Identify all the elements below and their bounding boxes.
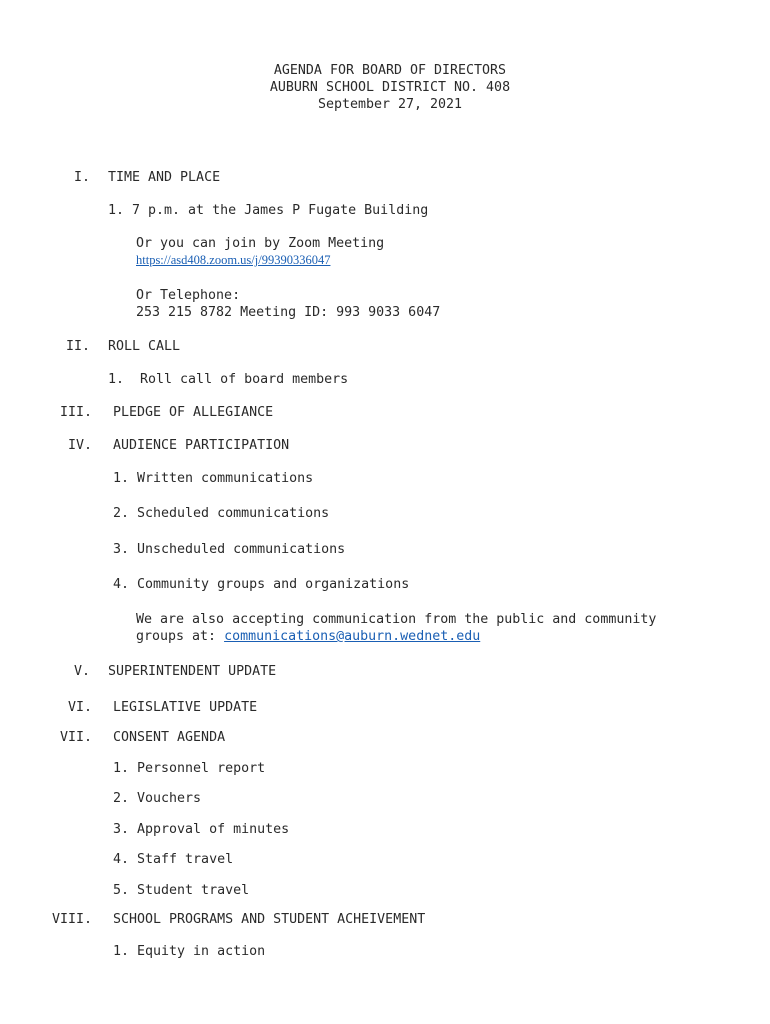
note-prefix: groups at: [136, 629, 225, 644]
list-item: 2. Vouchers [113, 791, 202, 806]
list-item: 4. Community groups and organizations [113, 577, 410, 592]
section-number-5: V. [73, 664, 90, 679]
section-title-consent-agenda: CONSENT AGENDA [113, 730, 226, 745]
zoom-meeting-link[interactable]: https://asd408.zoom.us/j/99390336047 [136, 253, 331, 267]
list-item: 2. Scheduled communications [113, 506, 330, 521]
list-item: 3. Unscheduled communications [113, 542, 346, 557]
public-communication-note: We are also accepting communication from the public and community [136, 612, 657, 627]
telephone-details: 253 215 8782 Meeting ID: 993 9033 6047 [136, 305, 441, 320]
meeting-location: 1. 7 p.m. at the James P Fugate Building [108, 203, 429, 218]
section-number-3: III. [59, 405, 92, 420]
communications-email-link[interactable]: communications@auburn.wednet.edu [224, 629, 481, 644]
section-number-1: I. [73, 170, 90, 185]
meeting-date: September 27, 2021 [317, 97, 463, 112]
section-number-7: VII. [59, 730, 92, 745]
district-name: AUBURN SCHOOL DISTRICT NO. 408 [269, 80, 511, 95]
list-item: 5. Student travel [113, 883, 250, 898]
section-number-6: VI. [67, 700, 92, 715]
zoom-intro-text: Or you can join by Zoom Meeting [136, 236, 385, 251]
equity-in-action-item: 1. Equity in action [113, 944, 266, 959]
list-item: 1. Written communications [113, 471, 314, 486]
section-number-8: VIII. [51, 912, 92, 927]
list-item: 4. Staff travel [113, 852, 234, 867]
list-item: 1. Personnel report [113, 761, 266, 776]
section-number-4: IV. [67, 438, 92, 453]
public-communication-note-line2 [136, 628, 480, 645]
section-title-roll-call: ROLL CALL [108, 339, 181, 354]
section-title-audience-participation: AUDIENCE PARTICIPATION [113, 438, 290, 453]
section-title-time-and-place: TIME AND PLACE [108, 170, 221, 185]
section-title-pledge: PLEDGE OF ALLEGIANCE [113, 405, 274, 420]
section-number-2: II. [65, 339, 90, 354]
section-title-legislative-update: LEGISLATIVE UPDATE [113, 700, 258, 715]
section-title-school-programs: SCHOOL PROGRAMS AND STUDENT ACHEIVEMENT [113, 912, 426, 927]
section-title-superintendent-update: SUPERINTENDENT UPDATE [108, 664, 277, 679]
roll-call-item: 1. Roll call of board members [108, 372, 349, 387]
agenda-title: AGENDA FOR BOARD OF DIRECTORS [273, 63, 507, 78]
list-item: 3. Approval of minutes [113, 822, 290, 837]
telephone-label: Or Telephone: [136, 288, 241, 303]
